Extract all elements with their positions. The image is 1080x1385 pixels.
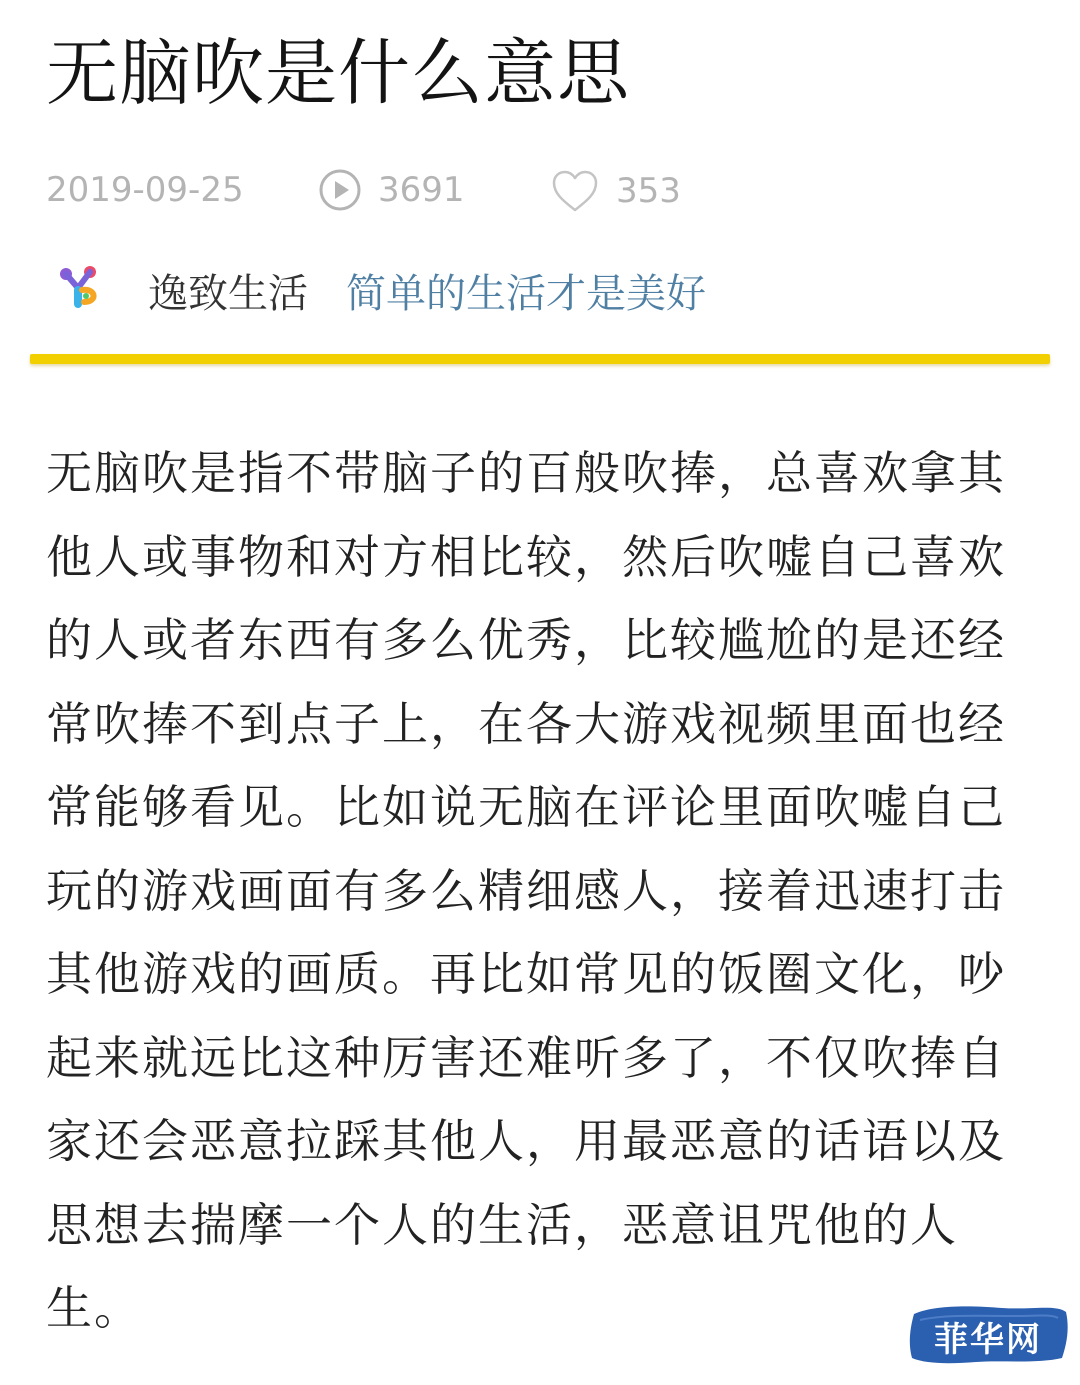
play-circle-icon	[318, 168, 362, 212]
article-meta	[0, 168, 1080, 214]
author-row[interactable]	[0, 258, 1080, 318]
like-count[interactable]	[550, 168, 681, 214]
body-line: 常能够看见。比如说无脑在评论里面吹嘘自己	[46, 780, 1006, 834]
heart-outline-icon	[550, 168, 600, 214]
body-line: 生。	[46, 1281, 142, 1335]
body-line: 起来就远比这种厉害还难听多了，不仅吹捧自	[46, 1030, 1006, 1085]
site-watermark	[906, 1300, 1070, 1368]
body-line: 无脑吹是指不带脑子的百般吹捧，总喜欢拿其	[46, 446, 1006, 500]
article-title: 无脑吹是什么意思	[46, 31, 631, 115]
body-line: 其他游戏的画质。再比如常见的饭圈文化，吵	[46, 947, 1006, 1001]
body-line: 家还会恶意拉踩其他人，用最恶意的话语以及	[46, 1114, 1006, 1168]
body-line: 玩的游戏画面有多么精细感人，接着迅速打击	[46, 863, 1006, 918]
like-count-value: 353	[616, 171, 681, 211]
view-count	[318, 168, 465, 212]
watermark-text: 菲华网	[934, 1320, 1042, 1360]
author-slogan: 简单的生活才是美好	[346, 271, 706, 317]
body-line: 思想去揣摩一个人的生活，恶意诅咒他的人	[46, 1197, 958, 1252]
author-name[interactable]: 逸致生活	[148, 271, 308, 317]
body-line: 他人或事物和对方相比较，然后吹嘘自己喜欢	[46, 529, 1006, 584]
view-count-value: 3691	[378, 170, 465, 210]
article-body	[46, 432, 1036, 1351]
author-logo-icon[interactable]	[56, 264, 104, 312]
body-line: 的人或者东西有多么优秀，比较尴尬的是还经	[46, 613, 1006, 667]
body-line: 常吹捧不到点子上，在各大游戏视频里面也经	[46, 696, 1006, 751]
section-divider	[30, 354, 1050, 364]
publish-date: 2019-09-25	[46, 170, 244, 210]
